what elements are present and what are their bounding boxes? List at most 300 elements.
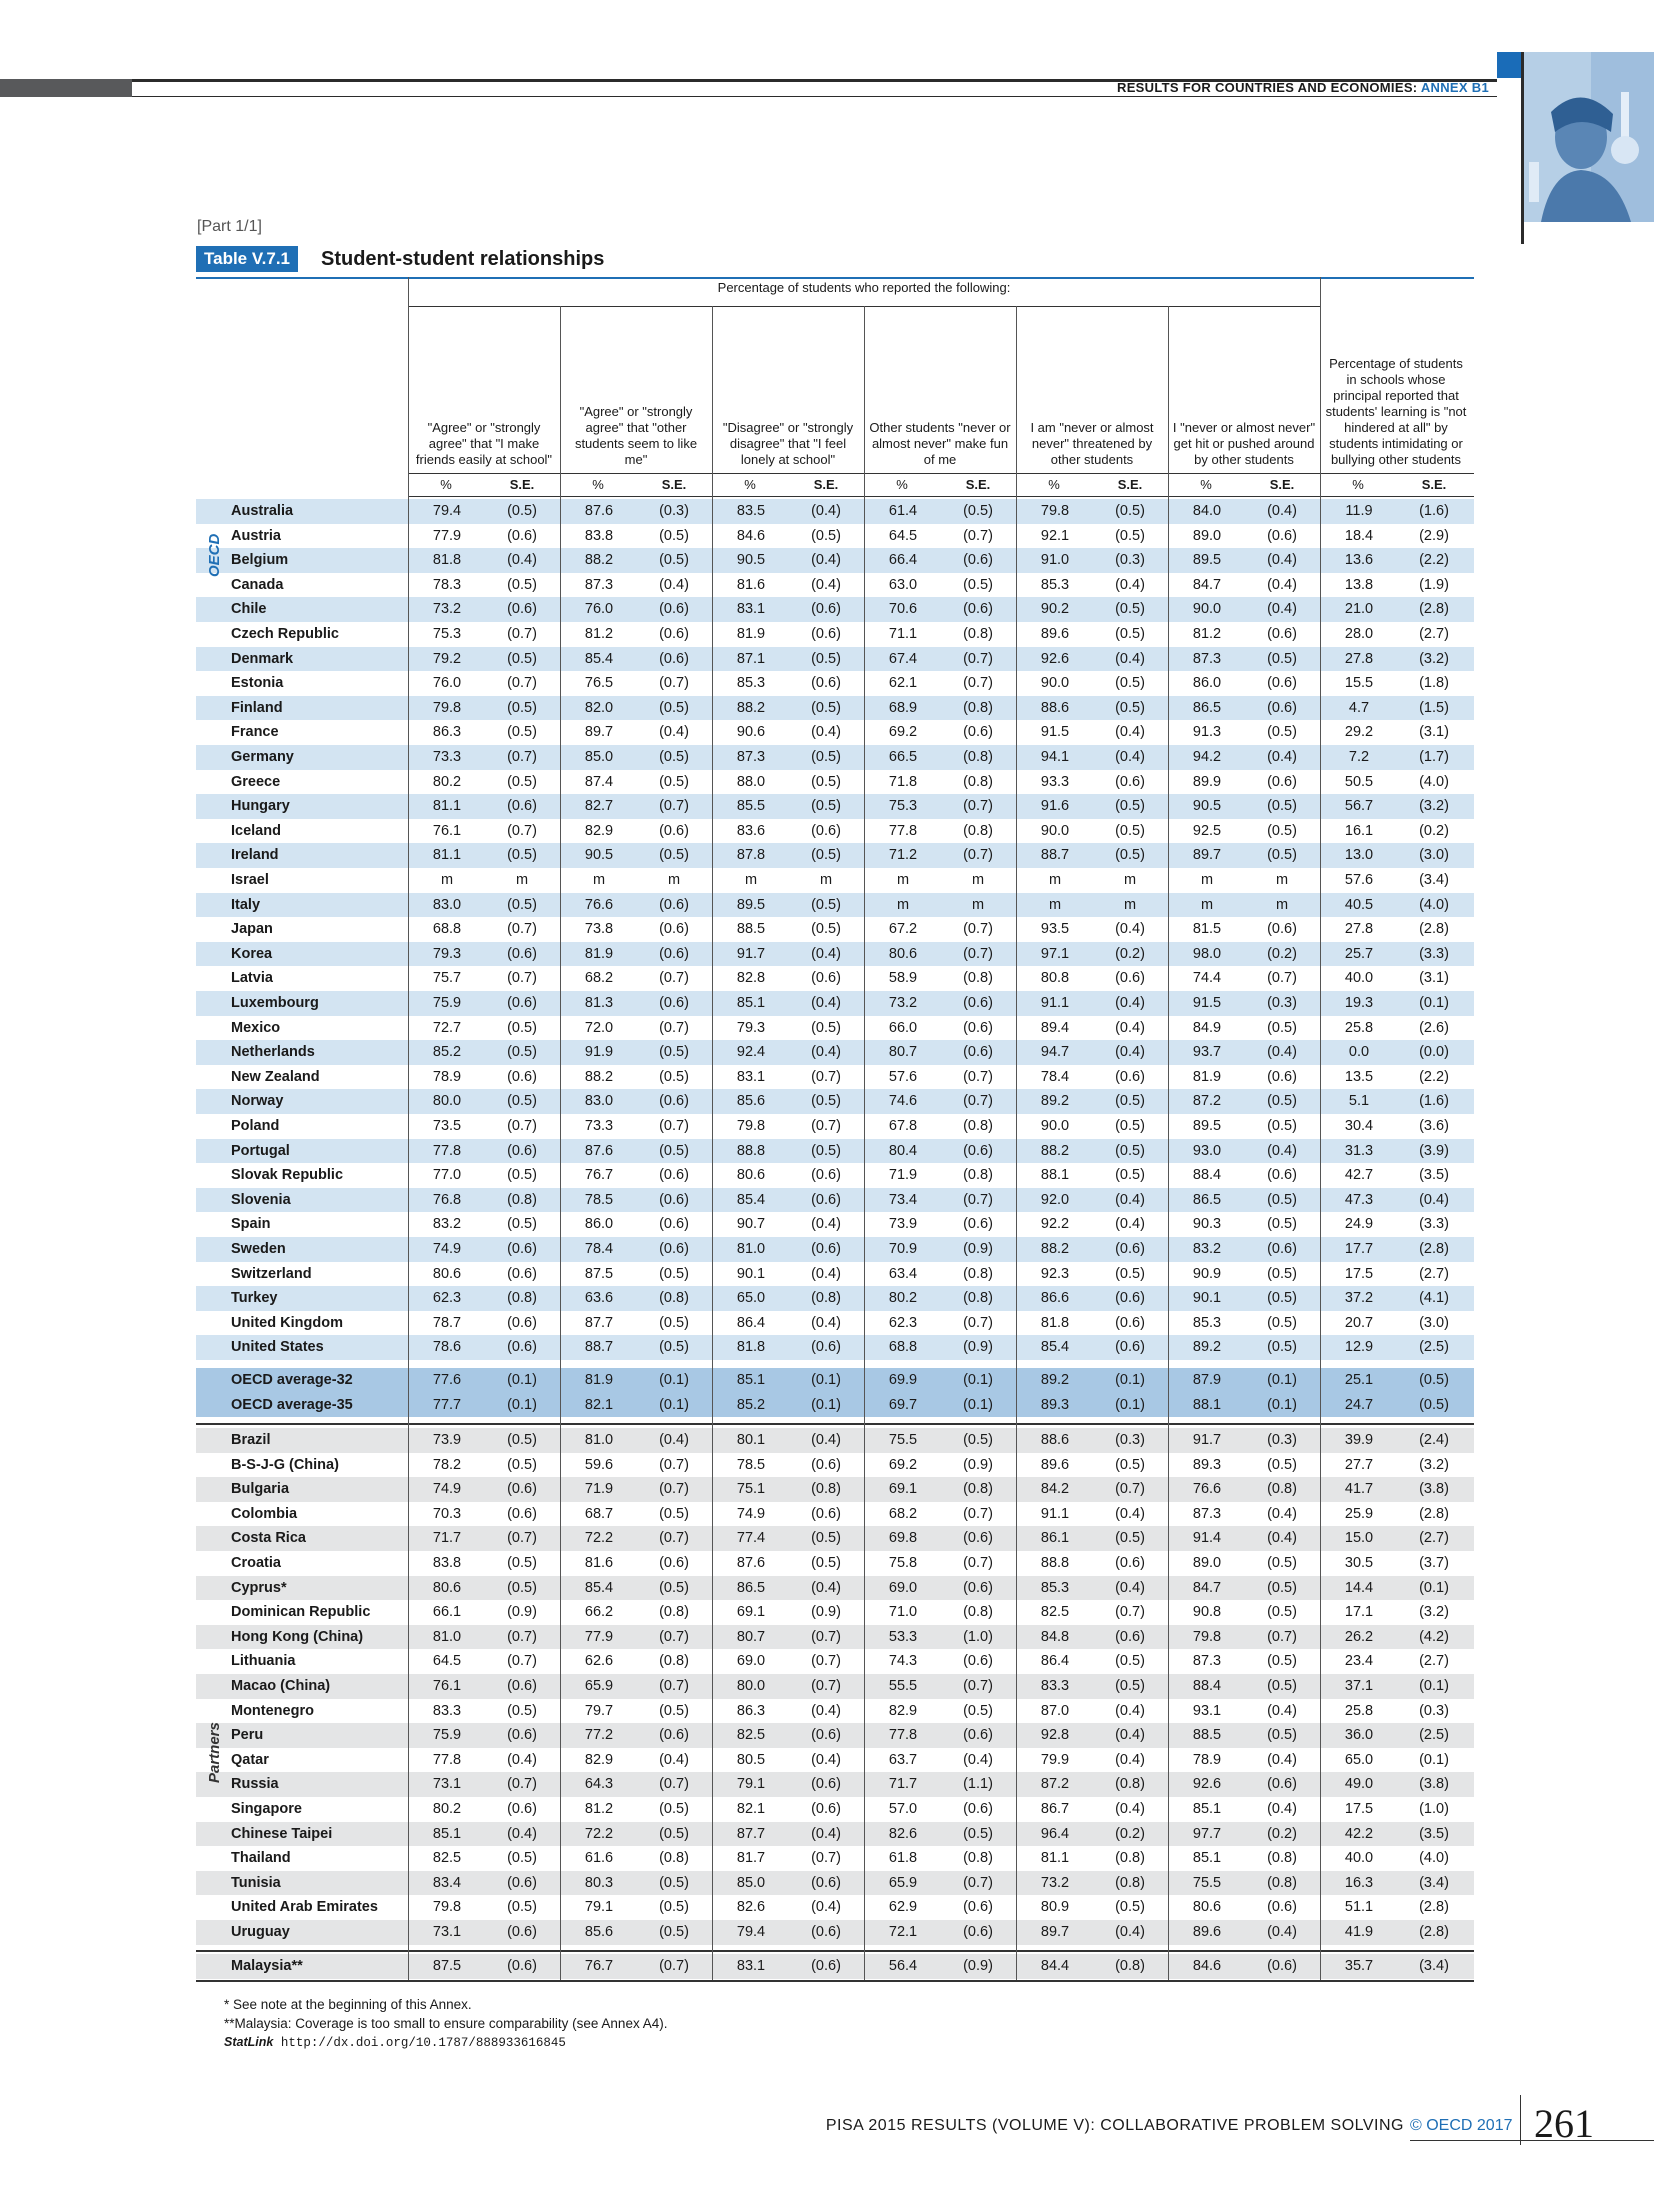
cell-se: (0.5) <box>811 921 841 938</box>
cell-value: 88.2 <box>1040 1241 1070 1257</box>
cell-se: (0.5) <box>1419 1396 1449 1413</box>
cell-se: (0.7) <box>507 749 537 765</box>
cell-value: 47.3 <box>1344 1191 1374 1208</box>
cell-se: (0.9) <box>963 1456 993 1473</box>
cell-value: 93.1 <box>1192 1702 1222 1719</box>
column-divider <box>864 306 865 1980</box>
cell-value: 90.9 <box>1192 1265 1222 1282</box>
cell-se: (0.7) <box>659 970 689 987</box>
cell-se: (0.7) <box>659 1456 689 1473</box>
cell-se: (0.6) <box>507 798 537 815</box>
cell-value: 87.2 <box>1192 1093 1222 1110</box>
note-cyprus: * See note at the beginning of this Annex. <box>224 1997 472 2012</box>
cell-se: (0.5) <box>507 724 537 741</box>
cell-value: m <box>1200 872 1214 888</box>
cell-value: 25.1 <box>1344 1372 1374 1388</box>
cell-value: 79.4 <box>736 1924 766 1940</box>
cell-value: 83.5 <box>736 503 766 519</box>
cell-value: 20.7 <box>1344 1314 1374 1331</box>
cell-se: (0.4) <box>1115 1801 1145 1817</box>
cell-se: (0.4) <box>811 1044 841 1061</box>
cell-se: (0.6) <box>507 1142 537 1159</box>
cell-se: (0.6) <box>1267 1068 1297 1085</box>
cell-value: 28.0 <box>1344 626 1374 642</box>
cell-value: 97.7 <box>1192 1825 1222 1842</box>
cell-se: (0.5) <box>1115 798 1145 815</box>
cell-se: (0.6) <box>963 1801 993 1817</box>
cell-se: (0.5) <box>963 1702 993 1719</box>
cell-value: 67.4 <box>888 650 918 667</box>
cell-se: (0.7) <box>659 1678 689 1694</box>
cell-se: (0.1) <box>1115 1396 1145 1413</box>
cell-value: 85.1 <box>432 1825 462 1842</box>
cell-se: (0.1) <box>1115 1372 1145 1388</box>
cell-value: 12.9 <box>1344 1339 1374 1356</box>
cell-value: 77.8 <box>888 822 918 839</box>
cell-value: 16.3 <box>1344 1874 1374 1891</box>
cell-value: 17.7 <box>1344 1241 1374 1257</box>
cell-value: 36.0 <box>1344 1727 1374 1744</box>
cell-se: (3.8) <box>1419 1776 1449 1793</box>
cell-value: 81.3 <box>584 995 614 1011</box>
cell-se: (0.8) <box>963 626 993 642</box>
cell-value: 40.0 <box>1344 970 1374 987</box>
cell-value: 89.4 <box>1040 1019 1070 1036</box>
row-label: Hong Kong (China) <box>231 1628 364 1645</box>
cell-value: 75.5 <box>1192 1874 1222 1891</box>
cell-value: 89.9 <box>1192 773 1222 790</box>
row-label: Greece <box>231 773 281 790</box>
cell-se: (1.1) <box>963 1776 993 1793</box>
cell-value: 82.9 <box>584 822 614 839</box>
cell-se: (0.6) <box>811 601 841 618</box>
column-divider <box>1168 306 1169 1980</box>
cell-value: 94.1 <box>1040 749 1070 765</box>
cell-value: 87.3 <box>1192 650 1222 667</box>
cell-value: 72.2 <box>584 1825 614 1842</box>
cell-se: (0.5) <box>811 1530 841 1547</box>
cell-value: 71.0 <box>888 1604 918 1621</box>
cell-value: 37.2 <box>1344 1290 1374 1307</box>
unit-se: S.E. <box>965 477 991 492</box>
cell-value: 74.3 <box>888 1653 918 1670</box>
cell-se: (0.4) <box>1115 995 1145 1011</box>
cell-se: (2.7) <box>1419 1265 1449 1282</box>
cell-se: (0.5) <box>811 896 841 913</box>
cell-se: (0.5) <box>1267 1216 1297 1233</box>
table-row <box>196 966 1474 991</box>
cell-value: 40.0 <box>1344 1850 1374 1867</box>
cell-value: 89.5 <box>736 896 766 913</box>
cell-se: (4.0) <box>1419 773 1449 790</box>
cell-se: (0.1) <box>1419 1678 1449 1694</box>
cell-value: 81.9 <box>584 1372 614 1388</box>
cell-value: 77.6 <box>432 1372 462 1388</box>
cell-value: 71.8 <box>888 773 918 790</box>
cell-value: 80.4 <box>888 1142 918 1159</box>
row-label: Italy <box>231 896 261 913</box>
cell-se: (0.3) <box>1115 1432 1145 1448</box>
cell-value: 91.7 <box>1192 1432 1222 1448</box>
cell-se: (0.5) <box>811 749 841 765</box>
cell-value: m <box>896 872 910 888</box>
cell-se: (0.5) <box>1115 601 1145 618</box>
cell-se: (0.6) <box>507 1727 537 1744</box>
cell-value: 85.3 <box>736 675 766 692</box>
cell-value: 91.4 <box>1192 1530 1222 1547</box>
table-title: Student-student relationships <box>321 248 605 270</box>
cell-value: 85.4 <box>584 1579 614 1596</box>
cell-se: (0.5) <box>507 1579 537 1596</box>
cell-se: (0.5) <box>1267 1555 1297 1571</box>
cell-value: 76.1 <box>432 1678 462 1694</box>
cell-value: 76.0 <box>584 601 614 618</box>
cell-value: 82.5 <box>1040 1604 1070 1621</box>
row-label: Lithuania <box>231 1653 296 1670</box>
cell-value: 74.4 <box>1192 970 1222 987</box>
cell-se: (0.5) <box>507 1456 537 1473</box>
cell-value: 59.6 <box>584 1456 614 1473</box>
cell-value: 17.1 <box>1344 1604 1374 1621</box>
cell-value: 53.3 <box>888 1628 918 1645</box>
table-row <box>196 1311 1474 1336</box>
cell-se: (0.5) <box>659 1314 689 1331</box>
cell-value: 76.0 <box>432 675 462 692</box>
row-label: United States <box>231 1339 324 1356</box>
cell-value: 94.7 <box>1040 1044 1070 1061</box>
cell-se: (0.4) <box>1115 1924 1145 1940</box>
unit-pct: % <box>744 477 756 492</box>
cell-se: (2.8) <box>1419 921 1449 938</box>
cell-se: (0.5) <box>1115 527 1145 544</box>
cell-se: (0.4) <box>1267 1801 1297 1817</box>
cell-value: 93.7 <box>1192 1044 1222 1061</box>
cell-value: 79.8 <box>1192 1628 1222 1645</box>
cell-se: (0.5) <box>1115 1142 1145 1159</box>
cell-value: 74.9 <box>432 1481 462 1498</box>
cell-se: (2.7) <box>1419 1530 1449 1547</box>
cell-value: 78.7 <box>432 1314 462 1331</box>
cell-se: (0.5) <box>1267 1093 1297 1110</box>
cell-value: 80.0 <box>432 1093 462 1110</box>
cell-value: m <box>896 896 910 913</box>
table-row <box>196 942 1474 967</box>
unit-pct: % <box>896 477 908 492</box>
cell-value: 84.6 <box>1192 1958 1222 1974</box>
cell-value: 79.1 <box>736 1776 766 1793</box>
cell-se: (0.5) <box>507 1167 537 1184</box>
cell-se: (0.6) <box>507 1505 537 1522</box>
column-divider <box>408 277 409 1980</box>
cell-se: (0.1) <box>1267 1372 1297 1388</box>
cell-se: (0.7) <box>963 1314 993 1331</box>
cell-se: (0.1) <box>659 1372 689 1388</box>
cell-value: 87.3 <box>736 749 766 765</box>
row-label: Sweden <box>231 1241 286 1257</box>
cell-value: 91.0 <box>1040 552 1070 569</box>
cell-value: 97.1 <box>1040 945 1070 962</box>
cell-value: 84.0 <box>1192 503 1222 519</box>
cell-se: (0.5) <box>1267 1604 1297 1621</box>
cell-value: 41.9 <box>1344 1924 1374 1940</box>
cell-value: 58.9 <box>888 970 918 987</box>
cell-value: 87.7 <box>584 1314 614 1331</box>
cell-se: (0.5) <box>507 1702 537 1719</box>
row-label: Germany <box>231 749 294 765</box>
cell-se: (4.0) <box>1419 1850 1449 1867</box>
cell-se: (2.5) <box>1419 1727 1449 1744</box>
table-row <box>196 1920 1474 1945</box>
cell-se: (0.5) <box>659 1068 689 1085</box>
cell-se: (0.6) <box>507 1265 537 1282</box>
cell-se: (0.6) <box>1267 1958 1297 1974</box>
cell-value: 29.2 <box>1344 724 1374 741</box>
row-label: Chinese Taipei <box>231 1825 333 1842</box>
cell-se: (3.1) <box>1419 970 1449 987</box>
cell-se: (0.6) <box>811 1801 841 1817</box>
row-label: Slovenia <box>231 1191 291 1208</box>
cell-value: 88.4 <box>1192 1167 1222 1184</box>
cell-se: (0.1) <box>1419 995 1449 1011</box>
cell-value: 73.3 <box>584 1118 614 1134</box>
cell-value: 75.9 <box>432 1727 462 1744</box>
cell-se: (0.4) <box>659 576 689 593</box>
cell-se: (0.5) <box>1267 1191 1297 1208</box>
cell-se: (0.6) <box>811 1456 841 1473</box>
cell-se: (0.8) <box>963 1481 993 1498</box>
cell-se: (0.6) <box>963 1142 993 1159</box>
cell-se: (0.5) <box>963 1432 993 1448</box>
cell-value: 90.5 <box>1192 798 1222 815</box>
cell-value: 42.2 <box>1344 1825 1374 1842</box>
table-row <box>196 1016 1474 1041</box>
table-row <box>196 499 1474 524</box>
cell-se: (3.4) <box>1419 1874 1449 1891</box>
cell-se: (0.5) <box>1115 1456 1145 1473</box>
cell-value: 88.6 <box>1040 699 1070 716</box>
cell-value: 93.3 <box>1040 773 1070 790</box>
cell-se: (0.7) <box>659 1530 689 1547</box>
cell-value: 87.6 <box>736 1555 766 1571</box>
footer-vertical-rule <box>1520 2095 1521 2145</box>
cell-se: (0.6) <box>1115 1555 1145 1571</box>
cell-se: (0.7) <box>963 798 993 815</box>
cell-value: 88.0 <box>736 773 766 790</box>
row-label: United Kingdom <box>231 1314 343 1331</box>
cell-value: 73.2 <box>432 601 462 618</box>
column-divider <box>712 306 713 1980</box>
table-row <box>196 1163 1474 1188</box>
cell-se: (0.2) <box>1267 945 1297 962</box>
cell-value: 84.7 <box>1192 576 1222 593</box>
cell-se: (0.7) <box>659 1776 689 1793</box>
cell-value: 92.1 <box>1040 527 1070 544</box>
cell-value: 79.8 <box>1040 503 1070 519</box>
cell-value: 98.0 <box>1192 945 1222 962</box>
row-label: Brazil <box>231 1432 271 1448</box>
cell-se: (0.5) <box>963 1825 993 1842</box>
cell-value: 78.3 <box>432 576 462 593</box>
cell-value: 79.8 <box>432 699 462 716</box>
cell-se: (3.5) <box>1419 1167 1449 1184</box>
cell-se: (0.5) <box>1115 699 1145 716</box>
cell-se: (0.5) <box>1115 626 1145 642</box>
cell-se: (0.5) <box>507 576 537 593</box>
cell-value: 92.4 <box>736 1044 766 1061</box>
cell-se: (0.8) <box>963 1604 993 1621</box>
cell-value: 89.5 <box>1192 552 1222 569</box>
cell-value: 51.1 <box>1344 1899 1374 1916</box>
cell-se: (0.7) <box>963 527 993 544</box>
cell-se: (0.5) <box>1115 1678 1145 1694</box>
cell-value: 89.6 <box>1040 1456 1070 1473</box>
cell-value: 81.8 <box>1040 1314 1070 1331</box>
table-notes <box>224 1995 667 2053</box>
row-label: Belgium <box>231 552 289 569</box>
cell-value: 67.8 <box>888 1118 918 1134</box>
cell-se: (0.7) <box>811 1628 841 1645</box>
cell-se: (0.8) <box>507 1290 537 1307</box>
cell-value: 83.1 <box>736 1068 766 1085</box>
cell-se: (0.5) <box>1267 798 1297 815</box>
cell-se: (2.8) <box>1419 1924 1449 1940</box>
cell-se: (0.5) <box>1267 822 1297 839</box>
cell-value: 83.2 <box>1192 1241 1222 1257</box>
row-label: Czech Republic <box>231 626 339 642</box>
cell-se: (0.1) <box>963 1372 993 1388</box>
statlink-url[interactable]: http://dx.doi.org/10.1787/888933616845 <box>280 2036 566 2050</box>
cell-se: (0.6) <box>1115 1339 1145 1356</box>
row-label: Austria <box>231 527 281 544</box>
cell-se: (0.4) <box>1115 724 1145 741</box>
cell-se: (0.8) <box>1267 1850 1297 1867</box>
cell-se: (0.7) <box>963 1555 993 1571</box>
cell-se: (0.6) <box>811 822 841 839</box>
table-row <box>196 1335 1474 1360</box>
cell-se: (0.4) <box>1267 601 1297 618</box>
cell-se: (0.0) <box>1419 1044 1449 1061</box>
cell-value: 87.7 <box>736 1825 766 1842</box>
cell-value: 62.1 <box>888 675 918 692</box>
cell-value: 64.3 <box>584 1776 614 1793</box>
cell-value: 84.6 <box>736 527 766 544</box>
cell-value: 77.0 <box>432 1167 462 1184</box>
cell-se: (0.5) <box>507 1555 537 1571</box>
cell-se: (0.7) <box>963 921 993 938</box>
cell-se: (0.5) <box>659 847 689 864</box>
cell-value: 89.7 <box>1040 1924 1070 1940</box>
cell-value: 74.9 <box>736 1505 766 1522</box>
cell-value: 73.2 <box>888 995 918 1011</box>
cell-se: (0.6) <box>507 1958 537 1974</box>
table-row <box>196 1502 1474 1527</box>
cell-value: 88.8 <box>1040 1555 1070 1571</box>
cell-se: (0.6) <box>507 1241 537 1257</box>
cell-se: (0.5) <box>507 1850 537 1867</box>
cell-se: (0.9) <box>963 1241 993 1257</box>
column-header-rule <box>408 473 1474 474</box>
cell-se: (0.7) <box>963 1874 993 1891</box>
cell-se: (0.5) <box>659 749 689 765</box>
table-row <box>196 1895 1474 1920</box>
cell-se: (0.5) <box>1267 1118 1297 1134</box>
cell-se: (0.6) <box>811 970 841 987</box>
cell-se: (0.6) <box>507 601 537 618</box>
running-title: RESULTS FOR COUNTRIES AND ECONOMIES: <box>1117 80 1418 95</box>
cell-se: (0.5) <box>659 1579 689 1596</box>
cell-value: 69.0 <box>888 1579 918 1596</box>
cell-value: 83.1 <box>736 1958 766 1974</box>
cell-value: 17.5 <box>1344 1265 1374 1282</box>
cell-value: 76.6 <box>584 896 614 913</box>
cell-value: 91.7 <box>736 945 766 962</box>
annex-label: ANNEX B1 <box>1420 80 1489 95</box>
cell-value: 62.3 <box>432 1290 462 1307</box>
cell-se: (0.8) <box>811 1481 841 1498</box>
row-label: Slovak Republic <box>231 1167 344 1184</box>
unit-se: S.E. <box>1421 477 1447 492</box>
cell-value: 75.5 <box>888 1432 918 1448</box>
column-header-4: Other students "never or almost never" make fun of me <box>869 420 1011 467</box>
row-label: Denmark <box>231 650 294 667</box>
cell-se: (0.5) <box>507 896 537 913</box>
cell-value: 15.0 <box>1344 1530 1374 1547</box>
cell-se: (0.6) <box>1115 1241 1145 1257</box>
statlink[interactable] <box>224 2033 667 2053</box>
cell-value: 83.6 <box>736 822 766 839</box>
cell-se: (0.6) <box>659 1167 689 1184</box>
cell-se: (0.6) <box>507 945 537 962</box>
table-row <box>196 1748 1474 1773</box>
cell-se: (0.1) <box>1419 1751 1449 1768</box>
cell-value: 80.6 <box>432 1579 462 1596</box>
cell-se: (0.1) <box>1419 1579 1449 1596</box>
cell-se: (0.4) <box>811 576 841 593</box>
cell-value: 87.5 <box>432 1958 462 1974</box>
cell-se: (0.5) <box>659 1924 689 1940</box>
cell-se: (0.1) <box>811 1396 841 1413</box>
cell-value: 83.8 <box>584 527 614 544</box>
cell-se: (0.5) <box>1115 1093 1145 1110</box>
cell-value: 80.8 <box>1040 970 1070 987</box>
table-row <box>196 647 1474 672</box>
row-label: Uruguay <box>231 1924 290 1940</box>
cell-se: (0.4) <box>811 724 841 741</box>
cell-value: 86.0 <box>1192 675 1222 692</box>
cell-value: m <box>1048 872 1062 888</box>
cell-se: (0.6) <box>1267 626 1297 642</box>
cell-se: (0.7) <box>811 1653 841 1670</box>
cell-value: 85.4 <box>1040 1339 1070 1356</box>
cell-se: (0.2) <box>1115 945 1145 962</box>
cell-value: 73.4 <box>888 1191 918 1208</box>
cell-value: 19.3 <box>1344 995 1374 1011</box>
cell-value: 85.4 <box>584 650 614 667</box>
cell-se: (0.4) <box>1115 1191 1145 1208</box>
table-row <box>196 696 1474 721</box>
cell-value: 69.2 <box>888 724 918 741</box>
cell-se: (0.3) <box>1419 1702 1449 1719</box>
cell-se: (0.6) <box>963 1044 993 1061</box>
cell-se: (0.6) <box>659 945 689 962</box>
cell-value: 64.5 <box>888 527 918 544</box>
table-part-label: [Part 1/1] <box>197 218 262 235</box>
cell-value: 57.0 <box>888 1801 918 1817</box>
cell-value: 81.2 <box>584 1801 614 1817</box>
cell-value: 92.6 <box>1040 650 1070 667</box>
cell-se: (0.6) <box>811 1167 841 1184</box>
table-row <box>196 1625 1474 1650</box>
